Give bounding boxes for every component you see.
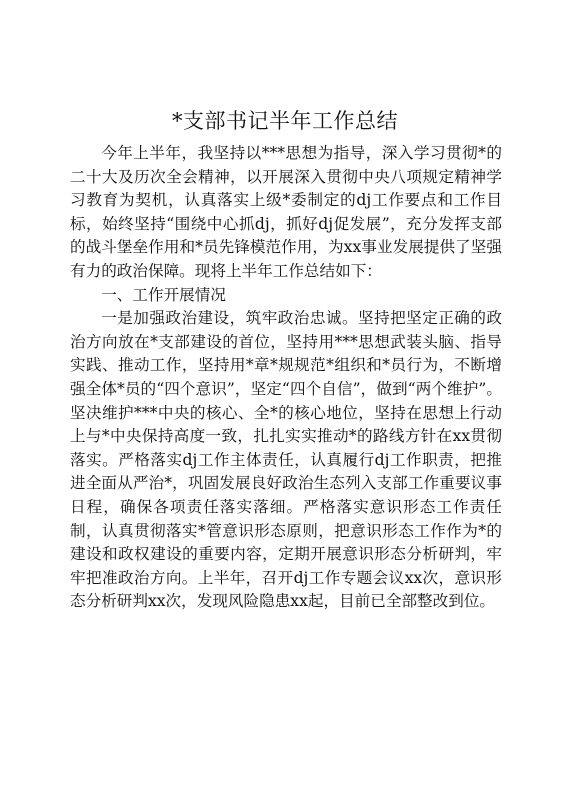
document-title: *支部书记半年工作总结 bbox=[172, 109, 398, 133]
section-heading: 一、工作开展情况 bbox=[101, 285, 226, 304]
document-body bbox=[70, 142, 502, 614]
section-paragraph: 一是加强政治建设，筑牢政治忠诚。坚持把坚定正确的政治方向放在*支部建设的首位，坚持用***思想武装头脑、指导实践、推动工作，坚持用*章*规规范*组织和*员行为，不断增强全体*员的“四个意识”，坚定“四个自信”，做到“两个维护”。坚决维护***中央的核心、全*的核心地位，坚持在思想上行动上与*中央保持高度一致，扎扎实实推动*的路线方针在xx贯彻落实。严格落实dj工作主体责任，认真履行dj工作职责，把推进全面从严治*，巩固发展良好政治生态列入支部工作重要议事日程，确保各项责任落实落细。严格落实意识形态工作责任制，认真贯彻落实*管意识形态原则，把意识形态工作作为*的建设和政权建设的重要内容，定期开展意识形态分析研判，牢牢把准政治方向。上半年，召开dj工作专题会议xx次，意识形态分析研判xx次，发现风险隐患xx起，目前已全部整改到位。 bbox=[70, 309, 502, 611]
intro-paragraph: 今年上半年，我坚持以***思想为指导，深入学习贯彻*的二十大及历次全会精神，以开展深入贯彻中央八项规定精神学习教育为契机，认真落实上级*委制定的dj工作要点和工作目标，始终坚持“围绕中心抓dj，抓好dj促发展”，充分发挥支部的战斗堡垒作用和*员先锋模范作用，为xx事业发展提供了坚强有力的政治保障。现将上半年工作总结如下： bbox=[70, 144, 502, 280]
